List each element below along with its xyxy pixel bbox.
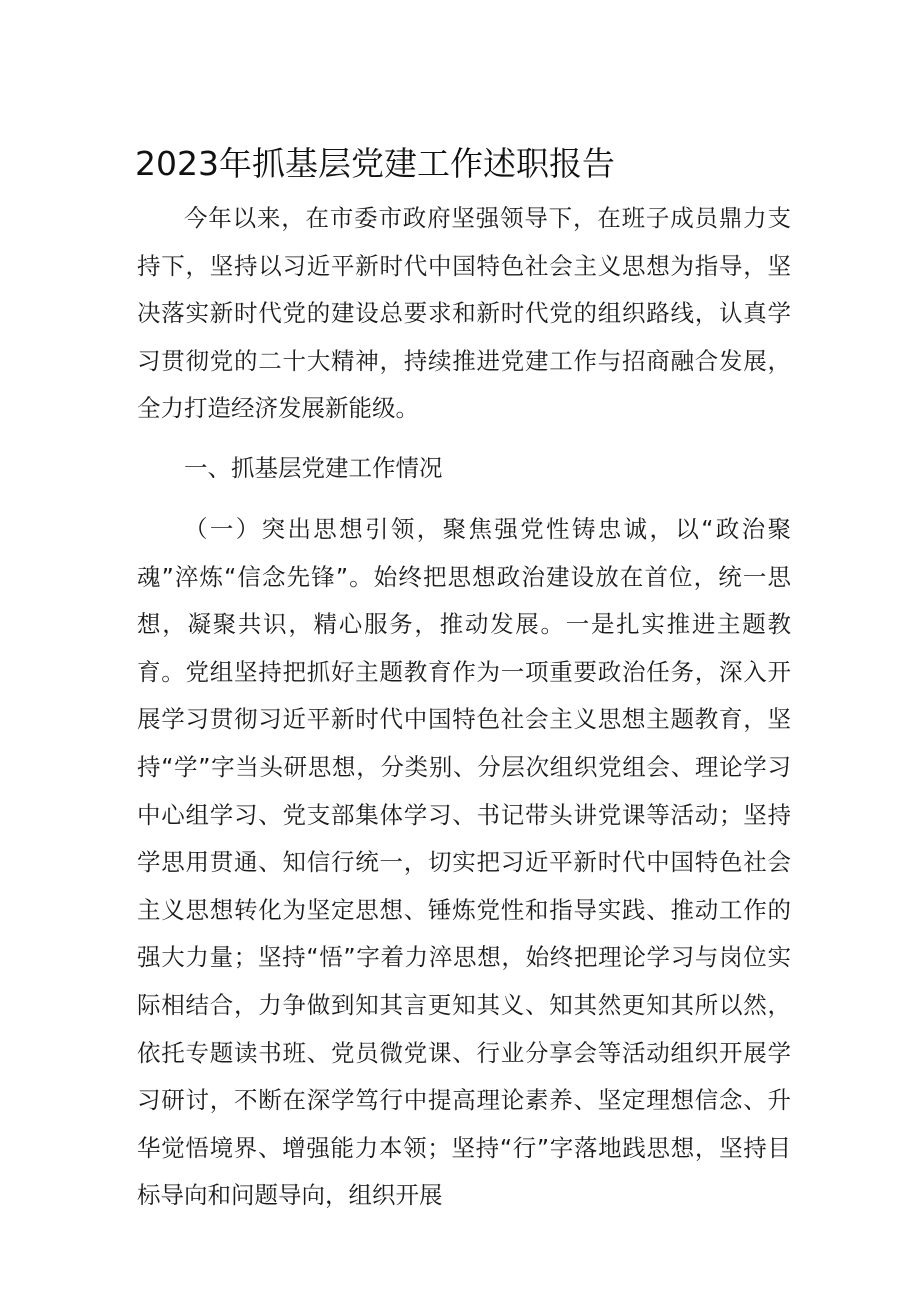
section-heading: 一、抓基层党建工作情况 (184, 454, 443, 482)
section-paragraph: （一）突出思想引领，聚焦强党性铸忠诚，以“政治聚魂”淬炼“信念先锋”。始终把思想政治建设放在首位，统一思想，凝聚共识，精心服务，推动发展。一是扎实推进主题教育。党组坚持把抓好主题教育作为一项重要政治任务，深入开展学习贯彻习近平新时代中国特色社会主义思想主题教育，坚持“学”字当头研思想，分类别、分层次组织党组会、理论学习中心组学习、党支部集体学习、书记带头讲党课等活动；坚持学思用贯通、知信行统一，切实把习近平新时代中国特色社会主义思想转化为坚定思想、锤炼党性和指导实践、推动工作的强大力量；坚持“悟”字着力淬思想，始终把理论学习与岗位实际相结合，力争做到知其言更知其义、知其然更知其所以然，依托专题读书班、党员微党课、行业分享会等活动组织开展学习研讨，不断在深学笃行中提高理论素养、坚定理想信念、升华觉悟境界、增强能力本领；坚持“行”字落地践思想，坚持目标导向和问题导向，组织开展 (137, 515, 791, 1210)
intro-paragraph: 今年以来，在市委市政府坚强领导下，在班子成员鼎力支持下，坚持以习近平新时代中国特色社会主义思想为指导，坚决落实新时代党的建设总要求和新时代党的组织路线，认真学习贯彻党的二十大精神，持续推进党建工作与招商融合发展，全力打造经济发展新能级。 (137, 204, 791, 423)
document-title: 2023年抓基层党建工作述职报告 (135, 144, 615, 183)
